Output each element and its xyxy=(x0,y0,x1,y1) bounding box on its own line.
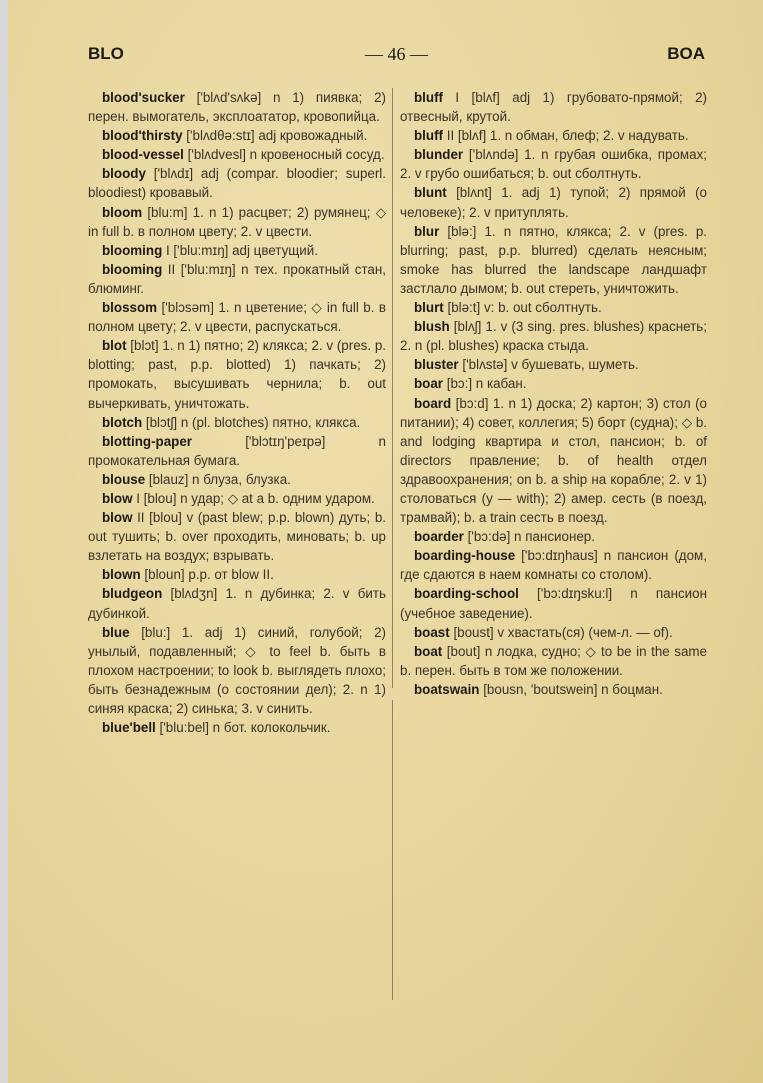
headword: bloom xyxy=(102,204,143,220)
headword: blooming xyxy=(102,242,163,258)
headword: bluff xyxy=(414,90,443,105)
headword: blue'bell xyxy=(102,720,156,736)
headword: blow xyxy=(102,510,133,526)
dictionary-entry xyxy=(400,88,707,126)
page-header xyxy=(88,44,705,74)
dictionary-entry xyxy=(88,508,386,565)
headword: boarding-house xyxy=(414,548,516,564)
right-column xyxy=(400,88,707,699)
dictionary-entry xyxy=(88,88,386,126)
headword: blooming xyxy=(102,261,163,277)
entry-definition: [bɔ:] n кабан. xyxy=(443,376,527,392)
headword: blow xyxy=(102,490,133,506)
dictionary-entry xyxy=(88,470,386,489)
page-number: — 46 — xyxy=(365,44,428,64)
left-column xyxy=(88,88,386,737)
dictionary-entry xyxy=(400,145,707,183)
entry-definition: ['blʌd'sʌkə] n 1) пиявка; 2) перен. вымогатель, эксплоататор, кровопийца. xyxy=(88,90,386,125)
headword: blur xyxy=(414,223,440,239)
dictionary-page xyxy=(8,0,763,1083)
entry-definition: [blu:] 1. adj 1) синий, голубой; 2) унылый, подавленный; ◇ to feel b. быть в плохом настроении; to look b. выглядеть плохо; быть безнадежным (о состоянии дел); 2. n 1) синяя краска; 2) синька; 3. v синить. xyxy=(88,624,386,716)
entry-definition: [bɔ:d] 1. n 1) доска; 2) картон; 3) стол (о питании); 4) совет, коллегия; 5) борт (судна); ◇ b. and lodging квартира и стол, пансион; b. of directors правление; b. of health отдел здравоохранения; on b. a ship на корабле; 2. v 1) столоваться (у — with); 2) амер. сесть (в поезд, трамвай); b. a train сесть в поезд. xyxy=(400,395,707,526)
entry-definition: ['blɔsəm] 1. n цветение; ◇ in full b. в полном цвету; 2. v цвести, распускаться. xyxy=(88,300,386,335)
headword: bluster xyxy=(414,357,459,373)
headword: bludgeon xyxy=(102,586,163,602)
headword: blurt xyxy=(414,300,444,316)
dictionary-entry xyxy=(88,336,386,412)
dictionary-entry xyxy=(88,413,386,432)
headword: board xyxy=(414,395,452,411)
dictionary-entry xyxy=(400,527,707,546)
headword: blood'thirsty xyxy=(102,128,183,144)
dictionary-entry xyxy=(88,164,386,202)
dictionary-entry xyxy=(88,145,386,164)
headword: blush xyxy=(414,319,450,335)
dictionary-entry xyxy=(400,355,707,374)
headword: boarder xyxy=(414,529,464,545)
headword: blotch xyxy=(102,414,143,430)
dictionary-entry xyxy=(400,126,707,145)
entry-definition: ['blʌndə] 1. n грубая ошибка, промах; 2. v грубо ошибаться; b. out сболтнуть. xyxy=(400,147,707,182)
dictionary-entry xyxy=(400,546,707,584)
headword: boat xyxy=(414,643,443,659)
headword: blossom xyxy=(102,300,158,316)
headword: blotting-paper xyxy=(102,433,193,449)
dictionary-entry xyxy=(400,298,707,317)
dictionary-entry xyxy=(400,222,707,298)
dictionary-entry xyxy=(88,126,386,145)
entry-definition: ['blu:bel] n бот. колокольчик. xyxy=(155,720,331,736)
entry-definition: I [blou] n удар; ◇ at a b. одним ударом. xyxy=(132,490,375,506)
dictionary-entry xyxy=(88,298,386,336)
headword: blood-vessel xyxy=(102,147,184,163)
headword: bluff xyxy=(414,128,443,144)
dictionary-entry xyxy=(88,241,386,260)
dictionary-entry xyxy=(88,565,386,584)
entry-definition: ['blʌstə] v бушевать, шуметь. xyxy=(458,357,639,373)
entry-definition: ['bɔ:dɪŋhaus] n пансион (дом, где сдаются в наем комнаты со столом). xyxy=(400,548,707,583)
entry-definition: II [blou] v (past blew; p.p. blown) дуть; b. out тушить; b. over проходить, миновать; b. up взлетать на воздух; взрывать. xyxy=(88,510,386,564)
headword: blot xyxy=(102,338,127,354)
entry-definition: I [blʌf] adj 1) грубовато-прямой; 2) отвесный, крутой. xyxy=(400,90,707,125)
dictionary-entry xyxy=(400,317,707,355)
entry-definition: [blɔtʃ] n (pl. blotches) пятно, клякса. xyxy=(142,414,361,430)
headword: boar xyxy=(414,376,444,392)
entry-definition: [blə:t] v: b. out сболтнуть. xyxy=(443,300,602,316)
entry-definition: ['blʌdɪ] adj (compar. bloodier; superl. bloodiest) кровавый. xyxy=(88,166,386,201)
right-guide-word: BOA xyxy=(667,44,705,63)
headword: boarding-school xyxy=(414,586,519,602)
column-divider xyxy=(392,88,393,688)
dictionary-entry xyxy=(88,623,386,718)
column-divider xyxy=(392,700,393,1000)
dictionary-entry xyxy=(88,489,386,508)
entry-definition: [blu:m] 1. n 1) расцвет; 2) румянец; ◇ in full b. в полном цвету; 2. v цвести. xyxy=(88,204,386,239)
dictionary-entry xyxy=(88,718,386,737)
entry-definition: [bout] n лодка, судно; ◇ to be in the same b. перен. быть в том же положении. xyxy=(400,643,707,678)
entry-definition: II [blʌf] 1. n обман, блеф; 2. v надувать. xyxy=(443,128,689,144)
entry-definition: [blɔt] 1. n 1) пятно; 2) клякса; 2. v (pres. p. blotting; past, p.p. blotted) 1) пачкать; 2) промокать, высушивать чернила; b. out вычеркивать, уничтожать. xyxy=(88,338,386,411)
left-guide-word: BLO xyxy=(88,44,124,63)
entry-definition: ['bɔ:dɪŋsku:l] n пансион (учебное заведение). xyxy=(400,586,707,621)
dictionary-entry xyxy=(88,432,386,470)
entry-definition: ['blʌdθə:stɪ] adj кровожадный. xyxy=(182,128,368,144)
entry-definition: [blʌʃ] 1. v (3 sing. pres. blushes) краснеть; 2. n (pl. blushes) краска стыда. xyxy=(400,319,707,354)
dictionary-entry xyxy=(400,623,707,642)
headword: blood'sucker xyxy=(102,90,185,105)
entry-definition: [blauz] n блуза, блузка. xyxy=(145,471,291,487)
dictionary-entry xyxy=(88,203,386,241)
dictionary-entry xyxy=(400,183,707,221)
headword: blue xyxy=(102,624,130,640)
entry-definition: ['bɔ:də] n пансионер. xyxy=(463,529,595,545)
dictionary-entry xyxy=(400,374,707,393)
entry-definition: [blʌdʒn] 1. n дубинка; 2. v бить дубинкой. xyxy=(88,586,386,621)
headword: blouse xyxy=(102,471,146,487)
entry-definition: [boust] v хвастать(ся) (чем-л. — of). xyxy=(449,624,673,640)
entry-definition: ['blʌdvesl] n кровеносный сосуд. xyxy=(183,147,385,163)
dictionary-entry xyxy=(400,680,707,699)
entry-definition: [blʌnt] 1. adj 1) тупой; 2) прямой (о человеке); 2. v притуплять. xyxy=(400,185,707,220)
headword: blunt xyxy=(414,185,447,201)
headword: bloody xyxy=(102,166,146,182)
dictionary-entry xyxy=(400,394,707,528)
entry-definition: [bousn, 'boutswein] n боцман. xyxy=(479,681,663,697)
headword: blunder xyxy=(414,147,464,163)
headword: boatswain xyxy=(414,681,480,697)
entry-definition: I ['blu:mɪŋ] adj цветущий. xyxy=(162,242,318,258)
entry-definition: [blə:] 1. n пятно, клякса; 2. v (pres. p. blurring; past, p.p. blurred) сделать неясным; smoke has blurred the landscape ландшафт застлало дымом; b. out стереть, уничтожить. xyxy=(400,223,707,296)
dictionary-entry xyxy=(88,260,386,298)
entry-definition: [bloun] p.p. от blow II. xyxy=(140,567,274,583)
entry-definition: ['blɔtɪŋ'peɪpə] n промокательная бумага. xyxy=(88,433,386,468)
dictionary-entry xyxy=(88,584,386,622)
dictionary-entry xyxy=(400,642,707,680)
entry-definition: II ['blu:mɪŋ] n тех. прокатный стан, блюминг. xyxy=(88,261,386,296)
headword: boast xyxy=(414,624,450,640)
dictionary-entry xyxy=(400,584,707,622)
headword: blown xyxy=(102,567,141,583)
